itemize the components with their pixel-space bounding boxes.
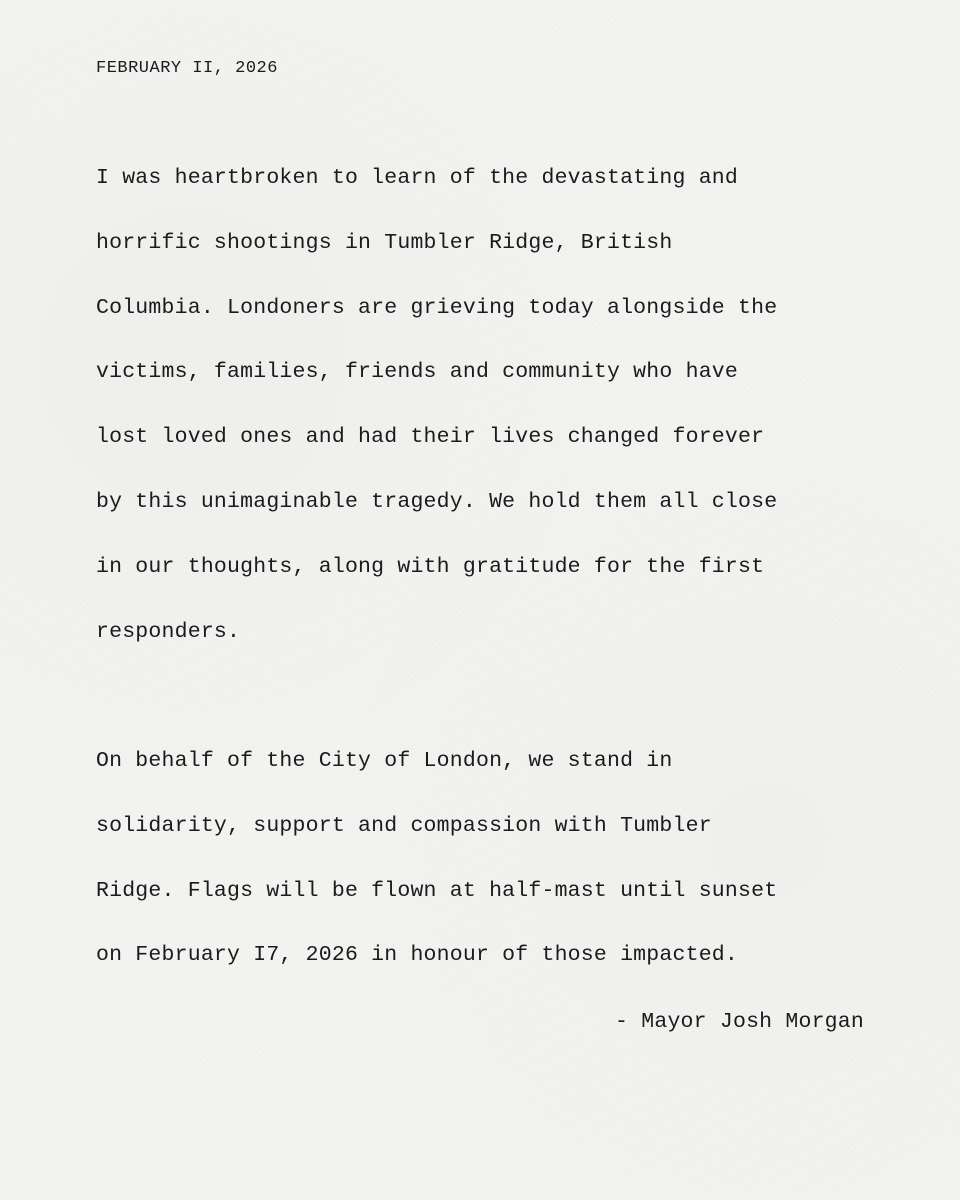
paragraph-line: on February I7, 2026 in honour of those impacted. (96, 943, 739, 968)
paragraph-line: horrific shootings in Tumbler Ridge, British (96, 230, 673, 255)
paragraph-line: by this unimaginable tragedy. We hold them all close (96, 489, 778, 514)
paragraph-line: Columbia. Londoners are grieving today alongside the (96, 295, 778, 320)
signature: - Mayor Josh Morgan (615, 1010, 864, 1034)
paragraph-solidarity (96, 729, 777, 988)
paragraph-line: solidarity, support and compassion with Tumbler (96, 813, 712, 838)
paragraph-line: in our thoughts, along with gratitude for the first (96, 554, 765, 579)
paragraph-line: Ridge. Flags will be flown at half-mast until sunset (96, 878, 778, 903)
letter-date: FEBRUARY II, 2026 (96, 59, 278, 78)
paragraph-line: responders. (96, 619, 241, 644)
paragraph-line: victims, families, friends and community who have (96, 360, 739, 385)
paragraph-line: I was heartbroken to learn of the devastating and (96, 166, 739, 190)
paragraph-line: lost loved ones and had their lives changed forever (96, 425, 765, 450)
paragraph-condolences (96, 146, 777, 664)
paragraph-line: On behalf of the City of London, we stand in (96, 749, 673, 773)
